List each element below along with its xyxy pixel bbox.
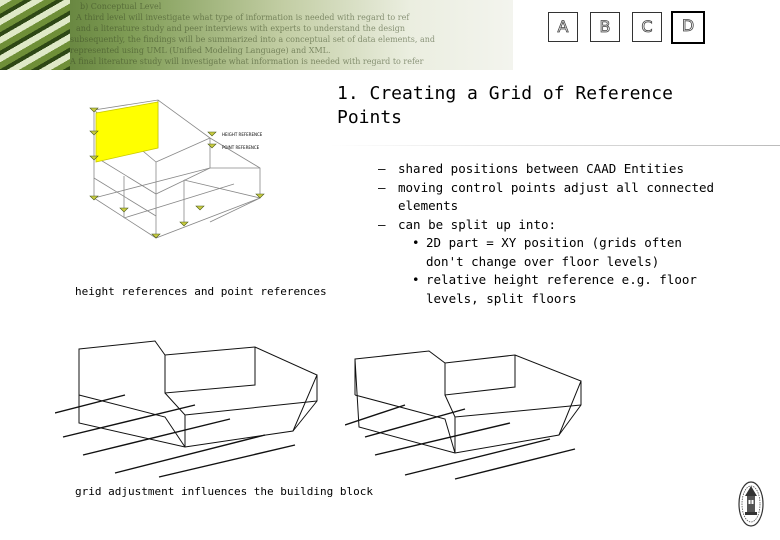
nav-button-d[interactable]: D [671, 11, 705, 44]
bullet-text: can be split up into: [398, 216, 557, 232]
diagram-caption: height references and point references [75, 285, 327, 298]
banner-line: A final literature study will investigate what information is needed with regard to refer [70, 57, 424, 66]
banner-line: and a literature study and peer interviews with experts to understand the design [76, 24, 406, 33]
nav-button-c[interactable]: C [632, 12, 662, 42]
legend-label: POINT REFERENCE [222, 145, 260, 150]
sub-bullet-text: 2D part = XY position (grids often don't change over floor levels) [426, 235, 682, 269]
sub-bullet-item [412, 234, 758, 271]
height-reference-plane [96, 102, 158, 162]
banner-line: b) Conceptual Level [80, 2, 162, 11]
dot-marker: • [412, 272, 420, 287]
university-seal-icon [737, 480, 765, 528]
banner-line: A third level will investigate what type of information is needed with regard to ref [76, 13, 410, 22]
slide-title: 1. Creating a Grid of Reference Points [337, 83, 673, 128]
diagram-caption: grid adjustment influences the building block [75, 485, 374, 498]
bullet-text: moving control points adjust all connected elements [398, 179, 715, 213]
legend-label: HEIGHT REFERENCE [222, 132, 263, 137]
books-photo [0, 0, 70, 70]
bullet-item [378, 160, 758, 179]
sub-bullet-text: relative height reference e.g. floor levels, split floors [426, 272, 697, 306]
bullet-list [378, 160, 758, 308]
dash-marker: – [378, 216, 386, 232]
banner-line: subsequently, the findings will be summarized into a conceptual set of data elements, and [70, 35, 435, 44]
bullet-item [378, 179, 758, 216]
legend-icons [208, 132, 216, 148]
nav-button-b[interactable]: B [590, 12, 620, 42]
nav-button-a[interactable]: A [548, 12, 578, 42]
dash-marker: – [378, 179, 386, 195]
banner-line: represented using UML (Unified Modeling Language) and XML. [70, 46, 331, 55]
bullet-item [378, 216, 758, 235]
building-block-left [55, 335, 325, 480]
header-banner [0, 0, 513, 70]
dash-marker: – [378, 161, 386, 176]
bullet-text: shared positions between CAAD Entities [398, 161, 684, 176]
building-block-right [345, 335, 595, 480]
reference-grid-diagram [84, 98, 284, 248]
sub-bullet-item [412, 271, 758, 308]
dot-marker: • [412, 235, 420, 250]
title-divider [330, 145, 780, 146]
